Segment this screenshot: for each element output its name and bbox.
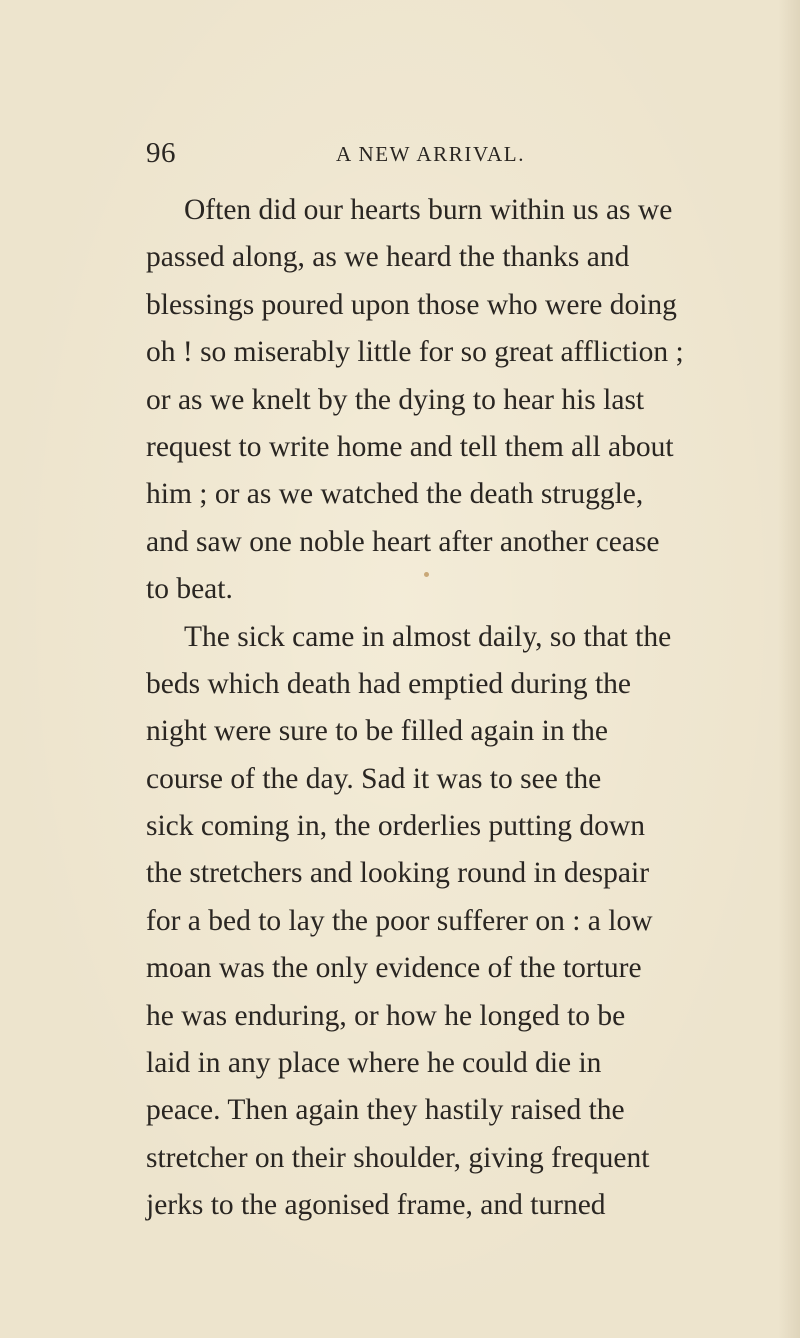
page-edge-shadow [778,0,800,1338]
text-line: to beat. [146,573,233,606]
body-text [146,187,684,1230]
text-line: stretcher on their shoulder, giving frequent [146,1141,650,1174]
text-line: him ; or as we watched the death struggle, [146,478,644,511]
text-line: blessings poured upon those who were doing [146,288,677,321]
text-line: course of the day. Sad it was to see the [146,762,602,795]
paper-speck [424,572,429,577]
text-line: for a bed to lay the poor sufferer on : a low [146,904,653,937]
text-line: jerks to the agonised frame, and turned [146,1189,606,1222]
text-line: moan was the only evidence of the torture [146,952,642,985]
text-line: peace. Then again they hastily raised the [146,1094,625,1127]
text-line: Often did our hearts burn within us as we [184,194,673,226]
text-line: passed along, as we heard the thanks and [146,241,630,274]
text-line: or as we knelt by the dying to hear his last [146,383,645,416]
text-line: the stretchers and looking round in despair [146,857,650,890]
text-line: he was enduring, or how he longed to be [146,999,626,1032]
text-line: laid in any place where he could die in [146,1047,602,1080]
text-line: sick coming in, the orderlies putting down [146,810,645,843]
page-number: 96 [146,137,176,169]
text-line: The sick came in almost daily, so that the [184,620,672,653]
running-title: A NEW ARRIVAL. [336,142,526,166]
text-line: beds which death had emptied during the [146,667,631,700]
text-line: night were sure to be filled again in the [146,715,609,748]
text-line: and saw one noble heart after another cease [146,525,660,558]
running-head [146,133,576,173]
text-line: oh ! so miserably little for so great affliction ; [146,336,684,369]
text-line: request to write home and tell them all about [146,430,674,463]
